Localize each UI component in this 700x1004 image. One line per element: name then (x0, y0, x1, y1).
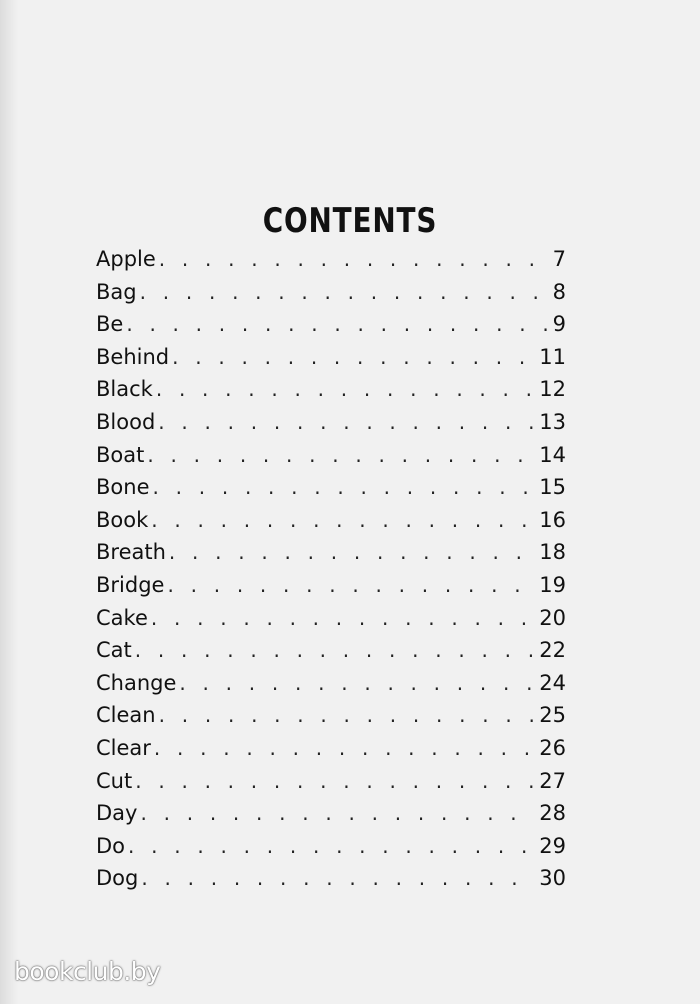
toc-entry (96, 830, 566, 863)
entry-term: Cat (96, 638, 132, 663)
entry-page-number: 28 (539, 801, 566, 826)
entry-page-number: 26 (539, 735, 566, 760)
entry-term: Cake (96, 605, 148, 630)
toc-entry (96, 797, 566, 830)
dot-leader (140, 797, 535, 830)
dot-leader (154, 732, 535, 765)
entry-term: Day (96, 801, 138, 826)
entry-page-number: 20 (539, 605, 566, 630)
entry-page-number: 24 (539, 670, 566, 695)
entry-page-number: 22 (539, 638, 566, 663)
entry-page-number: 18 (539, 540, 566, 565)
entry-page-number: 7 (552, 247, 566, 271)
toc-entry (96, 471, 566, 504)
entry-term: Change (96, 670, 177, 695)
entry-term: Bridge (96, 572, 165, 597)
entry-term: Be (96, 312, 124, 337)
contents-title: CONTENTS (262, 200, 438, 241)
watermark: bookclub.by (14, 957, 161, 986)
toc-entry (96, 504, 566, 537)
dot-leader (167, 569, 535, 602)
entry-term: Blood (96, 409, 156, 434)
entry-page-number: 27 (539, 768, 566, 793)
entry-page-number: 29 (539, 833, 566, 858)
entry-page-number: 11 (539, 344, 566, 369)
dot-leader (179, 667, 535, 700)
entry-term: Black (96, 377, 153, 402)
entry-page-number: 19 (539, 572, 566, 597)
entry-page-number: 25 (539, 703, 566, 728)
toc-entry (96, 699, 566, 732)
entry-term: Breath (96, 540, 166, 565)
toc-entry (96, 634, 566, 667)
dot-leader (140, 276, 549, 309)
dot-leader (147, 439, 535, 472)
dot-leader (158, 406, 535, 439)
dot-leader (159, 699, 536, 732)
entry-page-number: 8 (552, 279, 566, 304)
dot-leader (128, 830, 535, 863)
dot-leader (151, 504, 535, 537)
entry-term: Behind (96, 344, 170, 369)
toc-entry (96, 406, 566, 439)
entry-term: Book (96, 507, 149, 532)
dot-leader (141, 862, 535, 895)
toc-entry (96, 602, 566, 635)
toc-entry (96, 341, 566, 374)
entry-term: Bag (96, 279, 137, 304)
entry-term: Clean (96, 703, 156, 728)
toc-entry (96, 732, 566, 765)
toc-entry (96, 667, 566, 700)
entry-page-number: 12 (539, 377, 566, 402)
dot-leader (152, 471, 535, 504)
toc-entry (96, 569, 566, 602)
toc-entry (96, 536, 566, 569)
toc-entry (96, 373, 566, 406)
page-edge-shadow (0, 0, 18, 1004)
entry-page-number: 13 (539, 409, 566, 434)
dot-leader (156, 373, 535, 406)
entry-term: Dog (96, 866, 139, 891)
toc-entry (96, 243, 566, 276)
toc-entry (96, 439, 566, 472)
entry-page-number: 16 (539, 507, 566, 532)
entry-page-number: 9 (552, 312, 566, 337)
toc-entry (96, 308, 566, 341)
entry-term: Apple (96, 247, 156, 271)
dot-leader (126, 308, 548, 341)
entry-term: Bone (96, 475, 150, 500)
dot-leader (169, 536, 535, 569)
dot-leader (151, 602, 535, 635)
toc-entry (96, 276, 566, 309)
toc-entry (96, 765, 566, 798)
entry-term: Boat (96, 442, 145, 467)
dot-leader (159, 243, 549, 276)
dot-leader (135, 765, 535, 798)
entry-page-number: 15 (539, 475, 566, 500)
toc-entry (96, 862, 566, 895)
dot-leader (135, 634, 536, 667)
entry-term: Clear (96, 735, 151, 760)
dot-leader (172, 341, 535, 374)
entry-term: Cut (96, 768, 133, 793)
table-of-contents (96, 243, 566, 895)
entry-page-number: 14 (539, 442, 566, 467)
entry-term: Do (96, 833, 126, 858)
entry-page-number: 30 (539, 866, 566, 891)
